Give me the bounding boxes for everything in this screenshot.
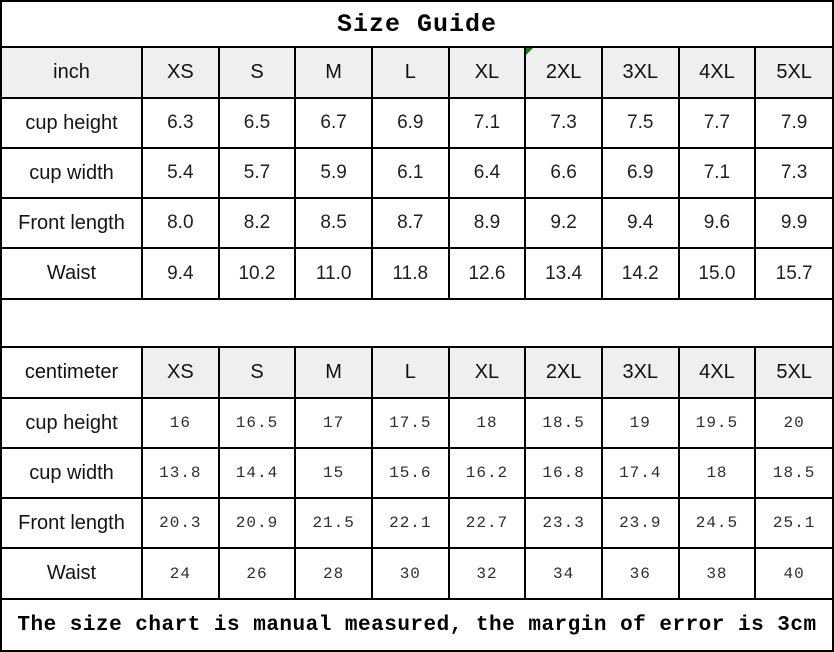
size-header-row <box>2 348 832 398</box>
value-cell: 19 <box>602 398 679 448</box>
value-cell: 28 <box>295 548 372 598</box>
value-cell: 15.7 <box>755 248 832 298</box>
value-cell: 8.2 <box>219 198 296 248</box>
value-cell: 5.7 <box>219 148 296 198</box>
cell-corner-marker-icon <box>526 48 533 55</box>
value-cell: 8.7 <box>372 198 449 248</box>
value-cell: 10.2 <box>219 248 296 298</box>
size-header-cell: XL <box>449 48 526 98</box>
value-cell: 7.9 <box>755 98 832 148</box>
size-header-cell: 3XL <box>602 348 679 398</box>
value-cell: 26 <box>219 548 296 598</box>
value-cell: 22.7 <box>449 498 526 548</box>
value-cell: 32 <box>449 548 526 598</box>
page-title: Size Guide <box>2 2 832 48</box>
value-cell: 30 <box>372 548 449 598</box>
value-cell: 36 <box>602 548 679 598</box>
value-cell: 25.1 <box>755 498 832 548</box>
row-label-cell: Front length <box>2 198 142 248</box>
value-cell: 15.6 <box>372 448 449 498</box>
value-cell: 6.1 <box>372 148 449 198</box>
value-cell: 18.5 <box>525 398 602 448</box>
size-header-cell: 5XL <box>755 348 832 398</box>
table-row <box>2 148 832 198</box>
value-cell: 11.0 <box>295 248 372 298</box>
value-cell: 7.3 <box>755 148 832 198</box>
row-label-cell: Waist <box>2 248 142 298</box>
value-cell: 5.9 <box>295 148 372 198</box>
value-cell: 17.4 <box>602 448 679 498</box>
value-cell: 8.5 <box>295 198 372 248</box>
value-cell: 9.4 <box>142 248 219 298</box>
value-cell: 23.9 <box>602 498 679 548</box>
value-cell: 14.2 <box>602 248 679 298</box>
value-cell: 6.9 <box>372 98 449 148</box>
value-cell: 18 <box>679 448 756 498</box>
value-cell: 16.2 <box>449 448 526 498</box>
size-header-cell: L <box>372 348 449 398</box>
empty-spacer-row <box>2 298 832 348</box>
value-cell: 20 <box>755 398 832 448</box>
value-cell: 5.4 <box>142 148 219 198</box>
value-cell: 18.5 <box>755 448 832 498</box>
value-cell: 11.8 <box>372 248 449 298</box>
row-label-cell: Waist <box>2 548 142 598</box>
size-header-cell: S <box>219 348 296 398</box>
value-cell: 19.5 <box>679 398 756 448</box>
value-cell: 15.0 <box>679 248 756 298</box>
table-row <box>2 198 832 248</box>
value-cell: 6.4 <box>449 148 526 198</box>
value-cell: 9.4 <box>602 198 679 248</box>
row-label-cell: cup width <box>2 448 142 498</box>
size-header-cell: XL <box>449 348 526 398</box>
table-row <box>2 548 832 598</box>
value-cell: 15 <box>295 448 372 498</box>
size-header-cell: XS <box>142 48 219 98</box>
table-row <box>2 98 832 148</box>
value-cell: 7.5 <box>602 98 679 148</box>
value-cell: 18 <box>449 398 526 448</box>
value-cell: 20.3 <box>142 498 219 548</box>
value-cell: 24 <box>142 548 219 598</box>
size-header-cell: XS <box>142 348 219 398</box>
value-cell: 17 <box>295 398 372 448</box>
value-cell: 34 <box>525 548 602 598</box>
size-header-cell: 2XL <box>525 48 602 98</box>
value-cell: 12.6 <box>449 248 526 298</box>
table-row <box>2 248 832 298</box>
value-cell: 22.1 <box>372 498 449 548</box>
value-cell: 24.5 <box>679 498 756 548</box>
value-cell: 6.3 <box>142 98 219 148</box>
size-header-cell: 5XL <box>755 48 832 98</box>
table-row <box>2 498 832 548</box>
value-cell: 6.5 <box>219 98 296 148</box>
unit-label-cell: centimeter <box>2 348 142 398</box>
value-cell: 7.1 <box>679 148 756 198</box>
row-label-cell: cup height <box>2 398 142 448</box>
value-cell: 13.4 <box>525 248 602 298</box>
value-cell: 9.9 <box>755 198 832 248</box>
value-cell: 40 <box>755 548 832 598</box>
value-cell: 6.7 <box>295 98 372 148</box>
value-cell: 21.5 <box>295 498 372 548</box>
table-row <box>2 398 832 448</box>
row-label-cell: cup height <box>2 98 142 148</box>
row-label-cell: Front length <box>2 498 142 548</box>
value-cell: 16.8 <box>525 448 602 498</box>
inch-size-table <box>2 48 832 298</box>
value-cell: 7.3 <box>525 98 602 148</box>
size-header-cell: L <box>372 48 449 98</box>
value-cell: 14.4 <box>219 448 296 498</box>
unit-label-cell: inch <box>2 48 142 98</box>
value-cell: 9.2 <box>525 198 602 248</box>
footer-note: The size chart is manual measured, the margin of error is 3cm <box>2 598 832 650</box>
value-cell: 8.0 <box>142 198 219 248</box>
value-cell: 20.9 <box>219 498 296 548</box>
size-header-cell: 3XL <box>602 48 679 98</box>
value-cell: 8.9 <box>449 198 526 248</box>
value-cell: 13.8 <box>142 448 219 498</box>
size-header-cell: 4XL <box>679 348 756 398</box>
value-cell: 6.6 <box>525 148 602 198</box>
size-header-cell: 4XL <box>679 48 756 98</box>
size-header-cell: 2XL <box>525 348 602 398</box>
size-header-cell: M <box>295 48 372 98</box>
value-cell: 23.3 <box>525 498 602 548</box>
centimeter-size-table <box>2 348 832 598</box>
value-cell: 7.7 <box>679 98 756 148</box>
size-header-cell: S <box>219 48 296 98</box>
value-cell: 17.5 <box>372 398 449 448</box>
value-cell: 6.9 <box>602 148 679 198</box>
row-label-cell: cup width <box>2 148 142 198</box>
table-row <box>2 448 832 498</box>
size-header-cell: M <box>295 348 372 398</box>
size-header-row <box>2 48 832 98</box>
value-cell: 9.6 <box>679 198 756 248</box>
value-cell: 38 <box>679 548 756 598</box>
value-cell: 16 <box>142 398 219 448</box>
value-cell: 16.5 <box>219 398 296 448</box>
value-cell: 7.1 <box>449 98 526 148</box>
